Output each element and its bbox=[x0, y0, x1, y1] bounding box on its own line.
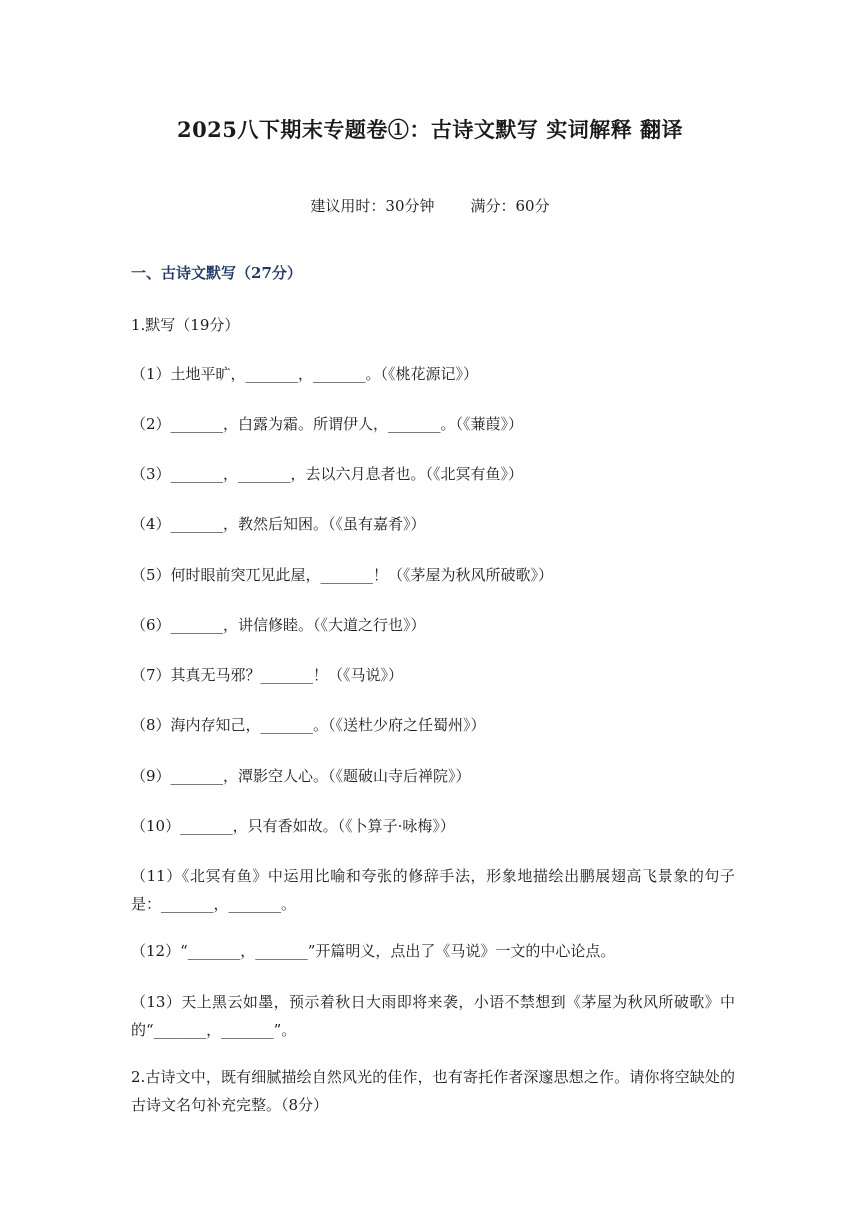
question-1-item: （5）何时眼前突兀见此屋，_______！（《茅屋为秋风所破歌》） bbox=[131, 566, 554, 584]
document-title: 2025八下期末专题卷①：古诗文默写 实词解释 翻译 bbox=[176, 117, 684, 142]
full-score: 满分：60分 bbox=[470, 197, 550, 215]
question-2-text: 2.古诗文中，既有细腻描绘自然风光的佳作，也有寄托作者深邃思想之作。请你将空缺处的古诗文名句补充完整。（8分） bbox=[131, 1068, 735, 1114]
exam-meta bbox=[0, 195, 860, 216]
question-1-item: （12）“_______，_______”开篇明义，点出了《马说》一文的中心论点。 bbox=[131, 942, 616, 960]
question-1-item: （10）_______，只有香如故。（《卜算子·咏梅》） bbox=[131, 817, 455, 835]
question-1-heading: 1.默写（19分） bbox=[131, 316, 240, 334]
question-1-item: （3）_______，_______，去以六月息者也。（《北冥有鱼》） bbox=[131, 465, 524, 483]
suggested-time: 建议用时：30分钟 bbox=[310, 197, 435, 215]
question-1-item: （4）_______，教然后知困。（《虽有嘉肴》） bbox=[131, 515, 426, 533]
section-heading: 一、古诗文默写（27分） bbox=[131, 264, 302, 282]
question-1-item: （7）其真无马邪？_______！（《马说》） bbox=[131, 666, 404, 684]
question-1-item: （6）_______，讲信修睦。（《大道之行也》） bbox=[131, 616, 426, 634]
question-1-item: （2）_______，白露为霜。所谓伊人，_______。（《蒹葭》） bbox=[131, 415, 524, 433]
question-1-item: （9）_______，潭影空人心。（《题破山寺后禅院》） bbox=[131, 767, 471, 785]
question-1-item: （13）天上黑云如墨，预示着秋日大雨即将来袭，小语不禁想到《茅屋为秋风所破歌》中的“_______，_______”。 bbox=[131, 993, 735, 1039]
question-1-item: （8）海内存知己，_______。（《送杜少府之任蜀州》） bbox=[131, 716, 486, 734]
question-1-item: （11）《北冥有鱼》中运用比喻和夸张的修辞手法，形象地描绘出鹏展翅高飞景象的句子是：_______，_______。 bbox=[131, 867, 735, 913]
question-1-item: （1）土地平旷，_______，_______。（《桃花源记》） bbox=[131, 365, 479, 383]
